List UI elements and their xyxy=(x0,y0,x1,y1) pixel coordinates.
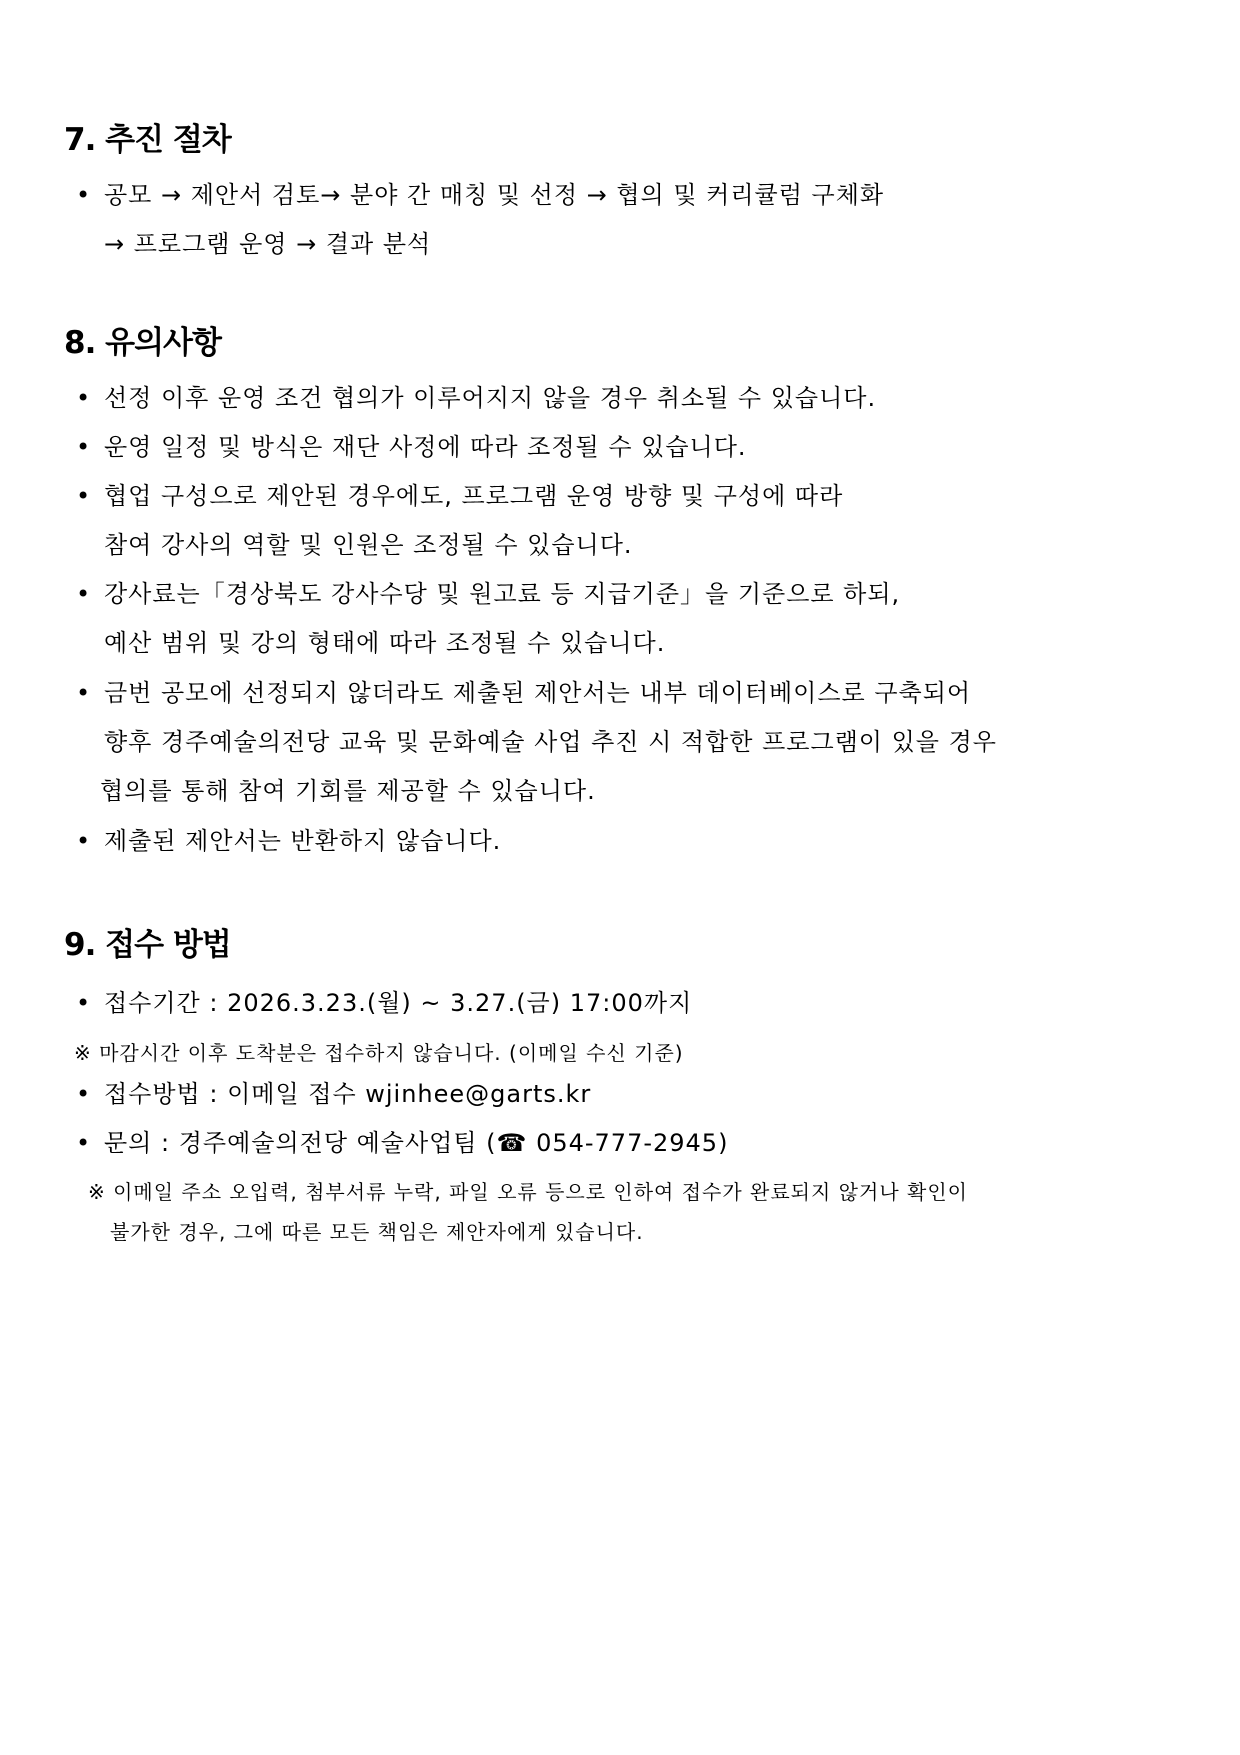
contact-item xyxy=(76,1127,728,1159)
notice-text: 제출된 제안서는 반환하지 않습니다. xyxy=(104,827,502,855)
notice-text: 강사료는「경상북도 강사수당 및 원고료 등 지급기준」을 기준으로 하되, xyxy=(104,580,901,608)
bullet: • xyxy=(76,384,92,412)
bullet: • xyxy=(76,989,92,1017)
notice-item xyxy=(76,677,971,709)
notice-item-cont: 협의를 통해 참여 기회를 제공할 수 있습니다. xyxy=(100,777,596,805)
deadline-note: ※ 마감시간 이후 도착분은 접수하지 않습니다. (이메일 수신 기준) xyxy=(74,1041,684,1065)
contact-text: 문의 : 경주예술의전당 예술사업팀 (☎ 054-777-2945) xyxy=(104,1129,729,1157)
bullet: • xyxy=(76,580,92,608)
notice-item xyxy=(76,431,747,463)
notice-item-cont: 참여 강사의 역할 및 인원은 조정될 수 있습니다. xyxy=(104,531,633,559)
responsibility-note: ※ 이메일 주소 오입력, 첨부서류 누락, 파일 오류 등으로 인하여 접수가 완료되지 않거나 확인이 xyxy=(88,1180,968,1204)
procedure-line xyxy=(76,179,884,211)
notice-item-cont: 향후 경주예술의전당 교육 및 문화예술 사업 추진 시 적합한 프로그램이 있을 경우 xyxy=(104,728,997,756)
notice-item xyxy=(76,382,876,414)
notice-text: 금번 공모에 선정되지 않더라도 제출된 제안서는 내부 데이터베이스로 구축되어 xyxy=(104,679,972,707)
bullet: • xyxy=(76,827,92,855)
responsibility-note-cont: 불가한 경우, 그에 따른 모든 책임은 제안자에게 있습니다. xyxy=(110,1220,644,1244)
section-9-title: 9. 접수 방법 xyxy=(64,927,231,963)
section-7-title: 7. 추진 절차 xyxy=(64,122,231,158)
notice-item-cont: 예산 범위 및 강의 형태에 따라 조정될 수 있습니다. xyxy=(104,629,666,657)
bullet: • xyxy=(76,433,92,461)
method-item xyxy=(76,1078,591,1110)
notice-text: 운영 일정 및 방식은 재단 사정에 따라 조정될 수 있습니다. xyxy=(104,433,747,461)
section-8-title: 8. 유의사항 xyxy=(64,325,221,361)
procedure-line-cont: → 프로그램 운영 → 결과 분석 xyxy=(104,230,432,258)
period-text: 접수기간 : 2026.3.23.(월) ~ 3.27.(금) 17:00까지 xyxy=(104,989,693,1017)
bullet: • xyxy=(76,1080,92,1108)
notice-text: 선정 이후 운영 조건 협의가 이루어지지 않을 경우 취소될 수 있습니다. xyxy=(104,384,877,412)
notice-item xyxy=(76,578,900,610)
notice-item xyxy=(76,825,501,857)
notice-text: 협업 구성으로 제안된 경우에도, 프로그램 운영 방향 및 구성에 따라 xyxy=(104,482,844,510)
bullet: • xyxy=(76,482,92,510)
period-item xyxy=(76,987,692,1019)
notice-item xyxy=(76,480,843,512)
method-text: 접수방법 : 이메일 접수 wjinhee@garts.kr xyxy=(104,1080,592,1108)
bullet: • xyxy=(76,181,92,209)
procedure-text: 공모 → 제안서 검토→ 분야 간 매칭 및 선정 → 협의 및 커리큘럼 구체화 xyxy=(104,181,885,209)
bullet: • xyxy=(76,1129,92,1157)
bullet: • xyxy=(76,679,92,707)
